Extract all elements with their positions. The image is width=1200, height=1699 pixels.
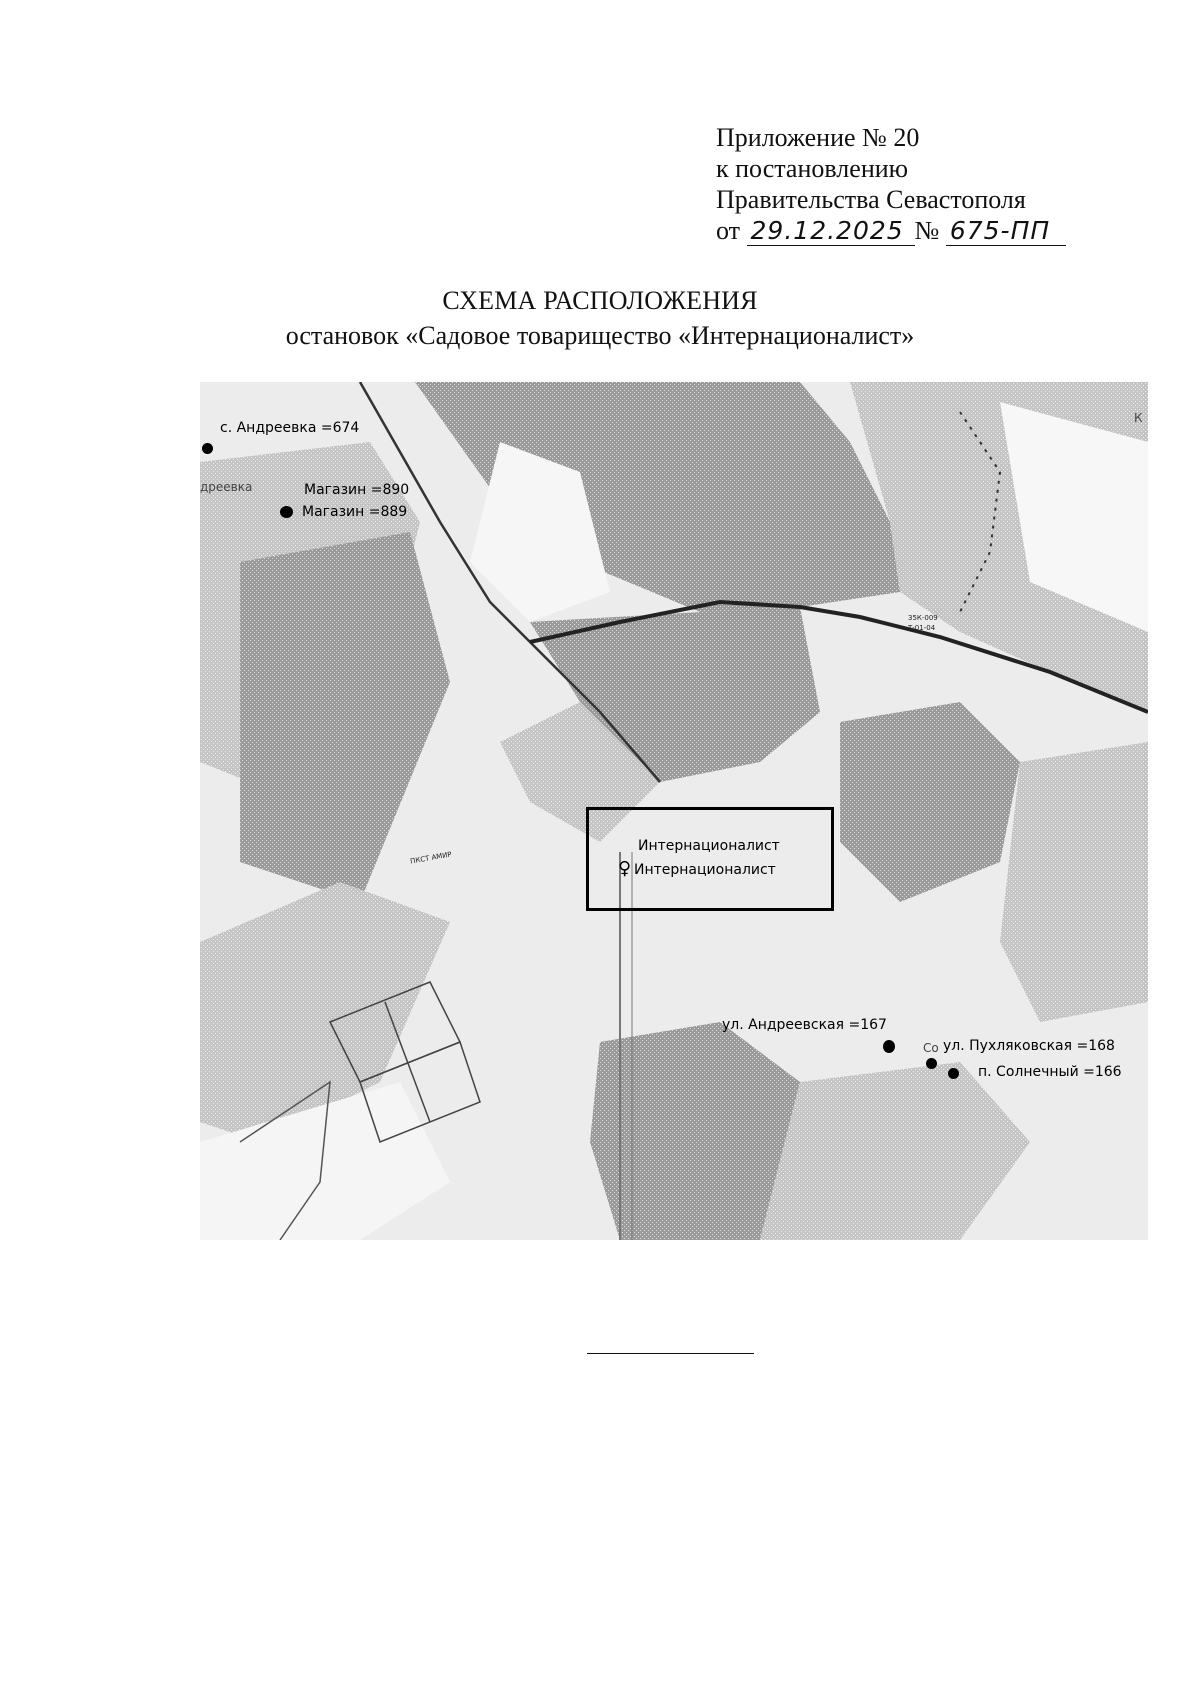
number-sign: № — [914, 216, 940, 245]
stop-label-internatsionalist-2: Интернационалист — [634, 862, 776, 878]
handwritten-number: 675-ПП — [946, 217, 1066, 246]
location-map — [200, 382, 1148, 1240]
stop-marker-ul-pukhlyakovskaya — [926, 1058, 937, 1069]
stop-label-ul-pukhlyakovskaya: ул. Пухляковская =168 — [943, 1038, 1115, 1054]
stop-marker-p-solnechny — [948, 1068, 959, 1079]
field-east-light — [1000, 742, 1148, 1022]
appendix-authority: Правительства Севастополя — [716, 185, 1026, 214]
stop-label-magazin-889: Магазин =889 — [302, 504, 408, 520]
bottom-separator-line — [587, 1353, 754, 1354]
stop-label-p-solnechny: п. Солнечный =166 — [978, 1064, 1122, 1080]
appendix-date-line — [716, 215, 1156, 246]
map-label-reevka: дреевка — [200, 480, 253, 494]
stop-marker-magazin — [280, 506, 293, 518]
stop-marker-andreevka — [202, 443, 213, 454]
map-label-co: Со — [923, 1041, 939, 1055]
road-code-1: 35К-009 — [908, 614, 938, 622]
document-subtitle: остановок «Садовое товарищество «Интернационалист» — [285, 321, 915, 350]
document-title: СХЕМА РАСПОЛОЖЕНИЯ — [442, 286, 758, 315]
road-code-2: Т-01-04 — [908, 624, 936, 632]
appendix-header — [716, 122, 1156, 246]
stop-marker-ul-andreevskaya — [883, 1040, 895, 1053]
stop-label-magazin-890: Магазин =890 — [304, 482, 410, 498]
map-label-pkst: ПКСТ АМИР — [409, 850, 453, 866]
date-prefix: от — [716, 216, 741, 245]
appendix-number: Приложение № 20 — [716, 123, 920, 152]
handwritten-date: 29.12.2025 — [747, 217, 915, 246]
appendix-reference: к постановлению — [716, 154, 909, 183]
stop-label-internatsionalist-1: Интернационалист — [638, 838, 780, 854]
stop-label-andreevka: с. Андреевка =674 — [220, 420, 360, 436]
bus-stop-icon: ♀ — [618, 858, 632, 879]
stop-label-ul-andreevskaya: ул. Андреевская =167 — [722, 1017, 887, 1033]
map-label-edge-k: К — [1134, 411, 1143, 425]
